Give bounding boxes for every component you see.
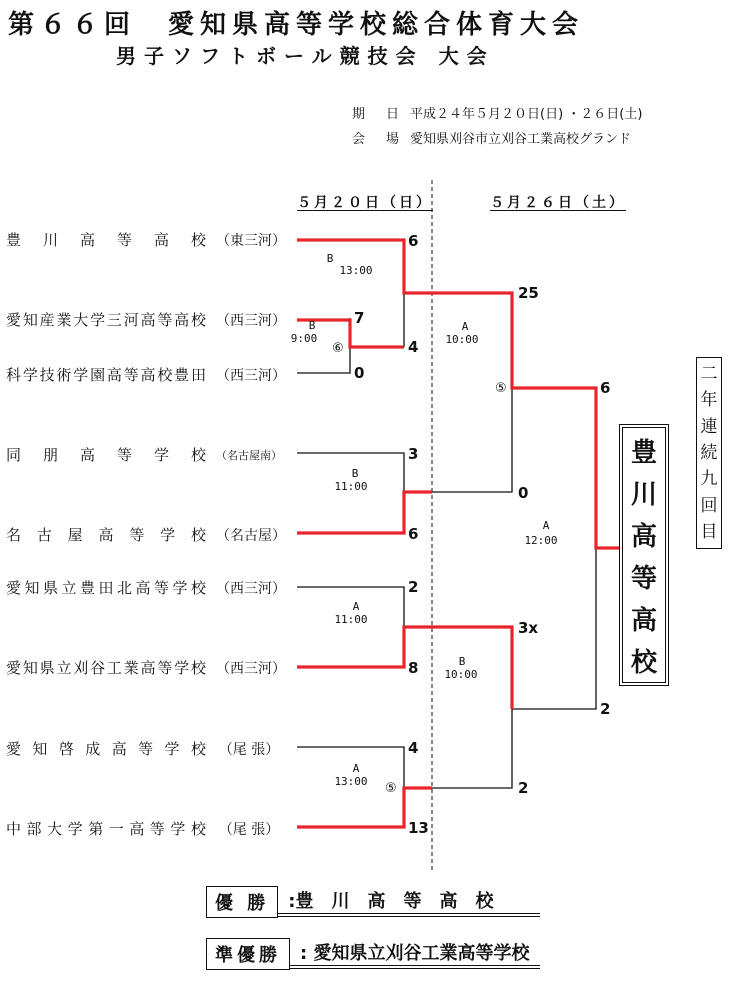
team-name: 豊川高等高校 (6, 231, 206, 249)
runnerup-label: 準優勝 (206, 938, 290, 970)
match-court: B (326, 252, 334, 265)
champion-char: 高 (630, 606, 657, 636)
loser-line (432, 709, 512, 788)
score: 7 (354, 309, 365, 327)
day2-heading: ５月２６日（土） (490, 195, 626, 211)
record-char: 連 (700, 416, 718, 437)
match-court: A (352, 600, 360, 613)
team-region: （名古屋） (216, 528, 286, 544)
record-char: 九 (700, 469, 718, 490)
score: 6 (600, 379, 611, 397)
date-label: 期 日 (352, 107, 404, 122)
score: 4 (408, 739, 419, 757)
team-region: （西三河） (216, 313, 286, 329)
team-name: 愛知県立刈谷工業高等学校 (6, 659, 206, 677)
match-court: A (352, 762, 360, 775)
runnerup-row (206, 936, 540, 972)
champion-char: 川 (630, 480, 657, 510)
match-court: A (542, 519, 550, 532)
score: 8 (408, 659, 419, 677)
score: 2 (408, 578, 419, 596)
innings-mark: ⑤ (495, 381, 507, 396)
team-region: （西三河） (216, 581, 286, 597)
champion-char: 校 (630, 648, 657, 678)
team-name: 愛知県立豊田北高等学校 (6, 579, 206, 597)
team-region: （名古屋南） (216, 449, 282, 462)
loser-line (432, 388, 512, 492)
score: 2 (600, 700, 611, 718)
runnerup-value: : 愛知県立刈谷工業高等学校 (290, 939, 540, 969)
champion-char: 豊 (630, 438, 657, 468)
score: 2 (518, 779, 529, 797)
match-court: A (461, 320, 469, 333)
team-region: （尾 張） (218, 742, 280, 758)
match-time: 11:00 (334, 480, 368, 493)
venue-value: 愛知県刈谷市立刈谷工業高校グランド (410, 132, 632, 147)
team-name: 同朋高等学校 (6, 446, 206, 464)
team-region: （西三河） (216, 368, 286, 384)
champion-char: 高 (630, 522, 657, 552)
score: 25 (518, 284, 539, 302)
match-time: 11:00 (334, 613, 368, 626)
score: 0 (518, 484, 529, 502)
winner-label: 優 勝 (206, 886, 278, 918)
champion-char: 等 (630, 564, 657, 594)
team-name: 名古屋高等学校 (6, 526, 206, 544)
match-time: 10:00 (445, 333, 479, 346)
score: 3 (408, 445, 419, 463)
innings-mark: ⑥ (332, 341, 344, 356)
score: 6 (408, 232, 419, 250)
record-char: 年 (700, 390, 718, 411)
winner-value: :豊 川 高 等 高 校 (278, 887, 540, 917)
match-time: 9:00 (290, 332, 318, 345)
day1-heading: ５月２０日（日） (297, 195, 433, 211)
match-court: B (351, 467, 359, 480)
score: 4 (408, 338, 419, 356)
team-name: 中部大学第一高等学校 (6, 820, 206, 838)
winner-row (206, 884, 540, 920)
team-region: （西三河） (216, 661, 286, 677)
winner-path-champion (297, 240, 619, 548)
score: 13 (408, 819, 429, 837)
page-title: 第６６回 愛知県高等学校総合体育大会 (8, 10, 585, 40)
match-time: 13:00 (339, 264, 373, 277)
score: 3x (518, 619, 539, 637)
team-region: （尾 張） (218, 822, 280, 838)
record-char: 二 (700, 364, 718, 384)
record-char: 回 (700, 495, 718, 516)
team-name: 愛知啓成高等学校 (6, 740, 206, 758)
score: 0 (354, 364, 365, 382)
record-char: 目 (700, 521, 718, 542)
match-time: 10:00 (444, 668, 478, 681)
match-time: 12:00 (524, 534, 558, 547)
page-subtitle: 男子ソフトボール競技会 大会 (116, 44, 495, 68)
record-box (696, 357, 722, 549)
innings-mark: ⑤ (385, 781, 397, 796)
match-court: B (458, 655, 466, 668)
champion-box (619, 424, 669, 686)
record-char: 続 (700, 442, 718, 463)
match-time: 13:00 (334, 775, 368, 788)
winner-path-r2-low (297, 627, 512, 709)
team-name: 愛知産業大学三河高等高校 (6, 311, 206, 329)
match-court: B (308, 319, 316, 332)
venue-label: 会 場 (352, 132, 404, 147)
score: 6 (408, 525, 419, 543)
team-name: 科学技術学園高等高校豊田 (6, 366, 206, 384)
team-region: （東三河） (216, 233, 286, 249)
date-value: 平成２４年５月２０日(日) ・２６日(土) (410, 107, 643, 122)
